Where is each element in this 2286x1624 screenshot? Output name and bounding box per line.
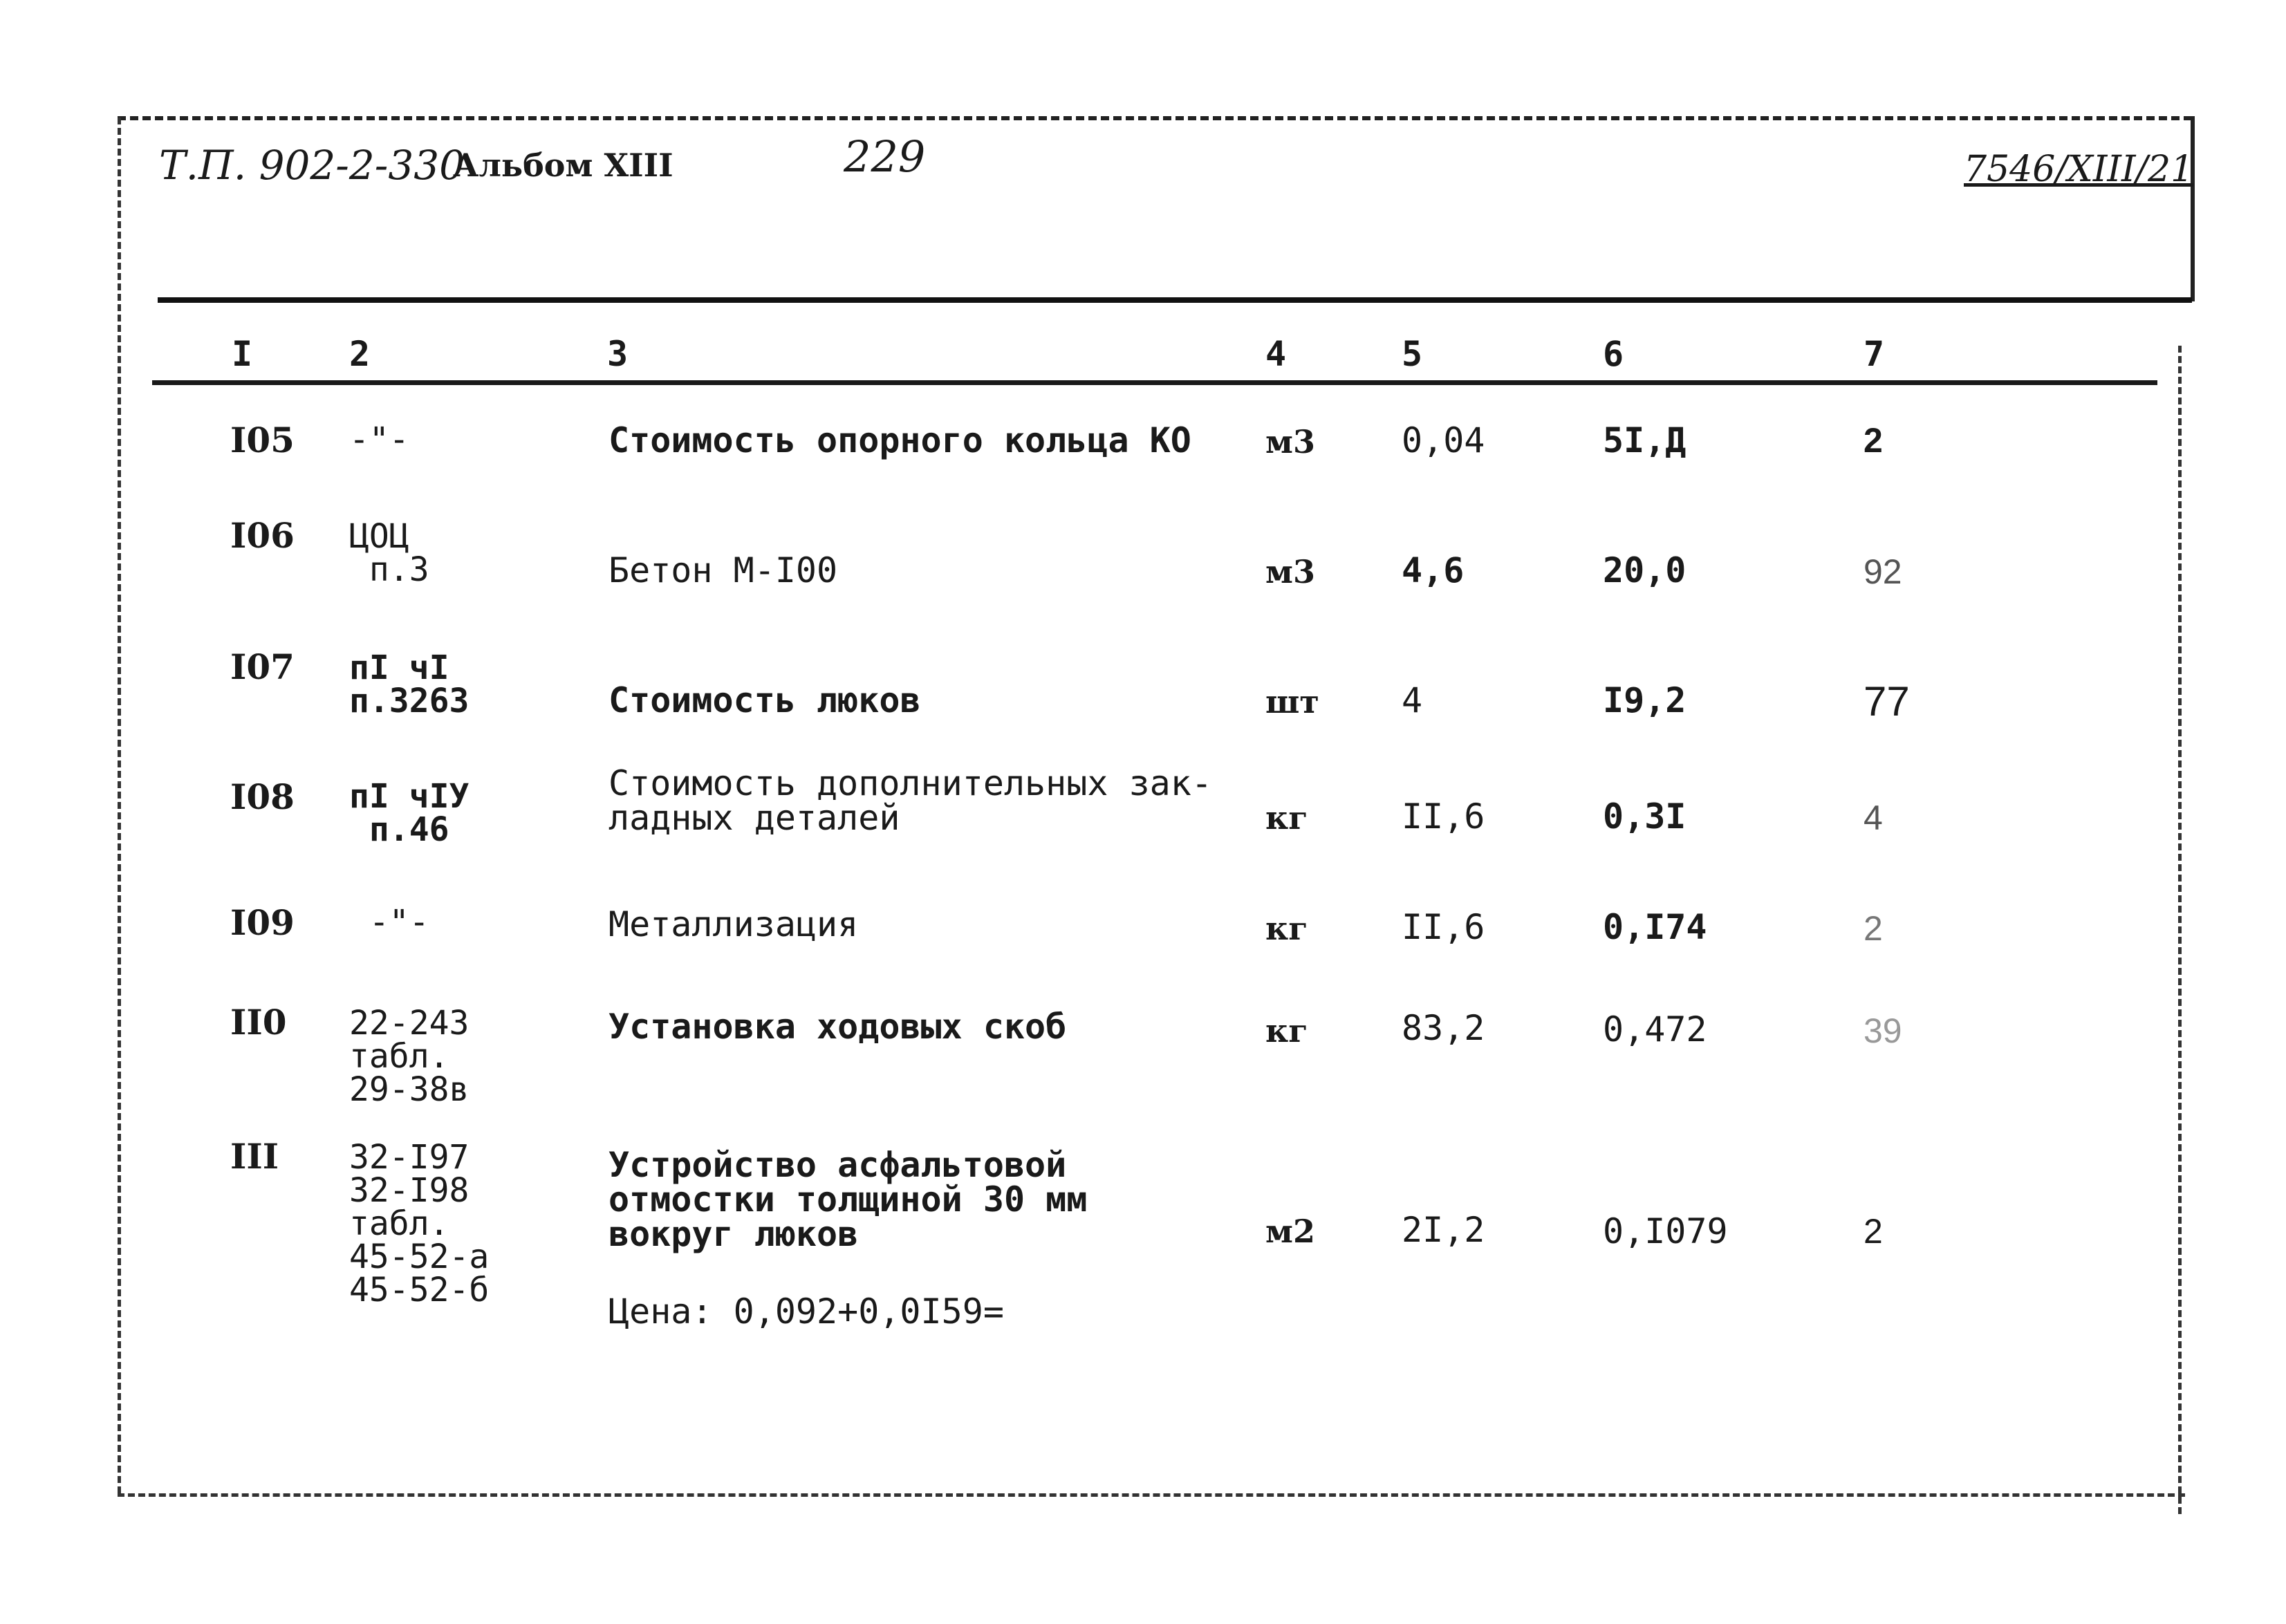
column-header-7: 7 (1864, 334, 1885, 374)
row-reference: пI чIУ п.46 (349, 777, 470, 849)
frame-top-border (118, 116, 2192, 120)
row-description: Стоимость люков (608, 680, 921, 720)
row-total: 4 (1864, 799, 1883, 837)
column-header-4: 4 (1265, 334, 1287, 374)
column-header-3: 3 (607, 334, 629, 374)
row-quantity: 4 (1402, 680, 1423, 720)
row-quantity: 4,6 (1402, 550, 1465, 590)
row-number: I06 (230, 515, 295, 556)
frame-right-border (2178, 346, 2182, 1514)
row-unit: м3 (1265, 553, 1315, 590)
row-unit: кг (1265, 910, 1308, 947)
row-number: II0 (230, 1002, 287, 1043)
row-description: Бетон М-I00 (608, 550, 838, 590)
row-total: 77 (1864, 678, 1910, 725)
row-description: Стоимость опорного кольца КО (608, 420, 1191, 460)
row-reference: 22-243 табл. 29-38в (349, 1004, 470, 1109)
row-reference: -"- (349, 903, 429, 942)
column-header-5: 5 (1402, 334, 1423, 374)
frame-right-top-border (2191, 116, 2195, 301)
row-unit-price: 5I,Д (1603, 420, 1686, 460)
frame-bottom-border (118, 1493, 2185, 1497)
row-number: I07 (230, 646, 295, 687)
column-header-2: 2 (349, 334, 371, 374)
frame-left-border (118, 118, 121, 1493)
row-unit-price: 0,I74 (1603, 907, 1707, 947)
column-header-1: I (232, 334, 253, 374)
row-description: Металлизация (608, 904, 859, 944)
row-unit: кг (1265, 1012, 1308, 1049)
row-reference: 32-I97 32-I98 табл. 45-52-а 45-52-б (349, 1138, 490, 1309)
row-reference: ЦОЦ п.3 (349, 517, 429, 589)
column-header-rule (152, 380, 2157, 385)
row-description: Устройство асфальтовой отмостки толщиной 30 мм вокруг люков (608, 1145, 1088, 1254)
row-total: 2 (1864, 909, 1883, 948)
row-unit-price: 0,3I (1603, 796, 1686, 837)
row-unit-price: 0,472 (1603, 1009, 1707, 1049)
row-unit-price: I9,2 (1603, 680, 1686, 720)
row-unit: м3 (1265, 423, 1315, 460)
row-total: 2 (1864, 1212, 1883, 1251)
row-quantity: II,6 (1402, 796, 1485, 837)
row-reference: пI чI п.3263 (349, 648, 470, 720)
row-unit: шт (1265, 683, 1319, 720)
column-header-6: 6 (1603, 334, 1624, 374)
row-unit: кг (1265, 799, 1308, 837)
document-code: Т.П. 902-2-330 (159, 142, 465, 189)
row-description: Стоимость дополнительных зак- ладных деталей (608, 763, 1212, 838)
row-number: III (230, 1136, 279, 1177)
album-title: Альбом XIII (453, 147, 673, 184)
page-number: 229 (844, 131, 926, 182)
row-number: I09 (230, 902, 295, 943)
row-unit-price: 0,I079 (1603, 1211, 1728, 1251)
row-quantity: II,6 (1402, 907, 1485, 947)
row-total: 92 (1864, 552, 1902, 591)
row-reference: -"- (349, 420, 409, 459)
row-number: I05 (230, 420, 295, 460)
row-quantity: 0,04 (1402, 420, 1485, 460)
row-quantity: 83,2 (1402, 1008, 1485, 1048)
row-description: Установка ходовых скоб (608, 1007, 1067, 1047)
row-unit: м2 (1265, 1213, 1315, 1250)
row-number: I08 (230, 776, 295, 817)
row-total: 39 (1864, 1011, 1902, 1050)
row-unit-price: 20,0 (1603, 550, 1686, 590)
row-quantity: 2I,2 (1402, 1210, 1485, 1250)
price-note: Цена: 0,092+0,0I59= (608, 1291, 1004, 1332)
header-separator-rule (158, 297, 2192, 303)
row-total: 2 (1864, 421, 1883, 460)
inventory-number: 7546/XIII/21 (1964, 149, 2194, 190)
